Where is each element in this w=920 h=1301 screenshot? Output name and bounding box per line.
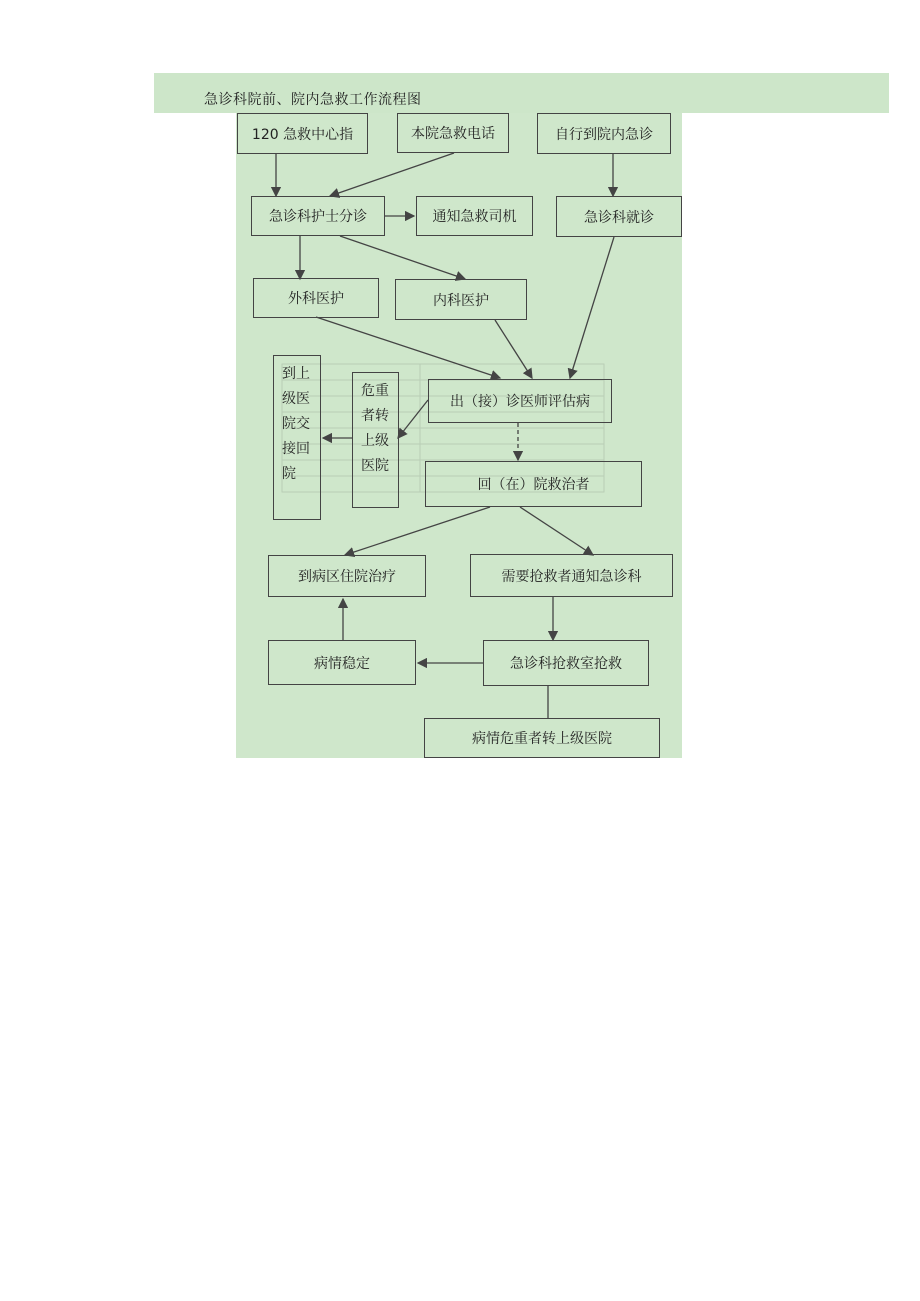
node-surgery: 外科医护: [253, 278, 379, 318]
arrow-er-to-assess: [570, 237, 614, 378]
node-self-arrive: 自行到院内急诊: [537, 113, 671, 154]
node-upper-return: 到上级医院交接回院: [273, 355, 321, 520]
node-rescue-room: 急诊科抢救室抢救: [483, 640, 649, 686]
node-doctor-assess: 出（接）诊医师评估病: [428, 379, 612, 423]
node-hospital-phone: 本院急救电话: [397, 113, 509, 153]
arrow-internal-to-assess: [495, 320, 532, 378]
arrow-assess-to-critical: [398, 400, 428, 438]
node-triage: 急诊科护士分诊: [251, 196, 385, 236]
page-title: 急诊科院前、院内急救工作流程图: [204, 92, 422, 108]
node-ward: 到病区住院治疗: [268, 555, 426, 597]
arrow-phone-to-triage: [330, 153, 454, 196]
arrow-treat-to-ward: [345, 507, 490, 555]
node-critical-upper: 病情危重者转上级医院: [424, 718, 660, 758]
node-stable: 病情稳定: [268, 640, 416, 685]
node-treat-in-hospital: 回（在）院救治者: [425, 461, 642, 507]
arrow-surgery-to-assess: [316, 317, 500, 378]
node-critical-transfer: 危重者转上级医院: [352, 372, 399, 508]
node-er-visit: 急诊科就诊: [556, 196, 682, 237]
node-120-center: 120 急救中心指: [237, 113, 368, 154]
node-notify-driver: 通知急救司机: [416, 196, 533, 236]
node-internal: 内科医护: [395, 279, 527, 320]
node-need-rescue: 需要抢救者通知急诊科: [470, 554, 673, 597]
arrow-triage-to-internal: [340, 236, 465, 279]
arrow-treat-to-rescue-notify: [520, 507, 593, 555]
